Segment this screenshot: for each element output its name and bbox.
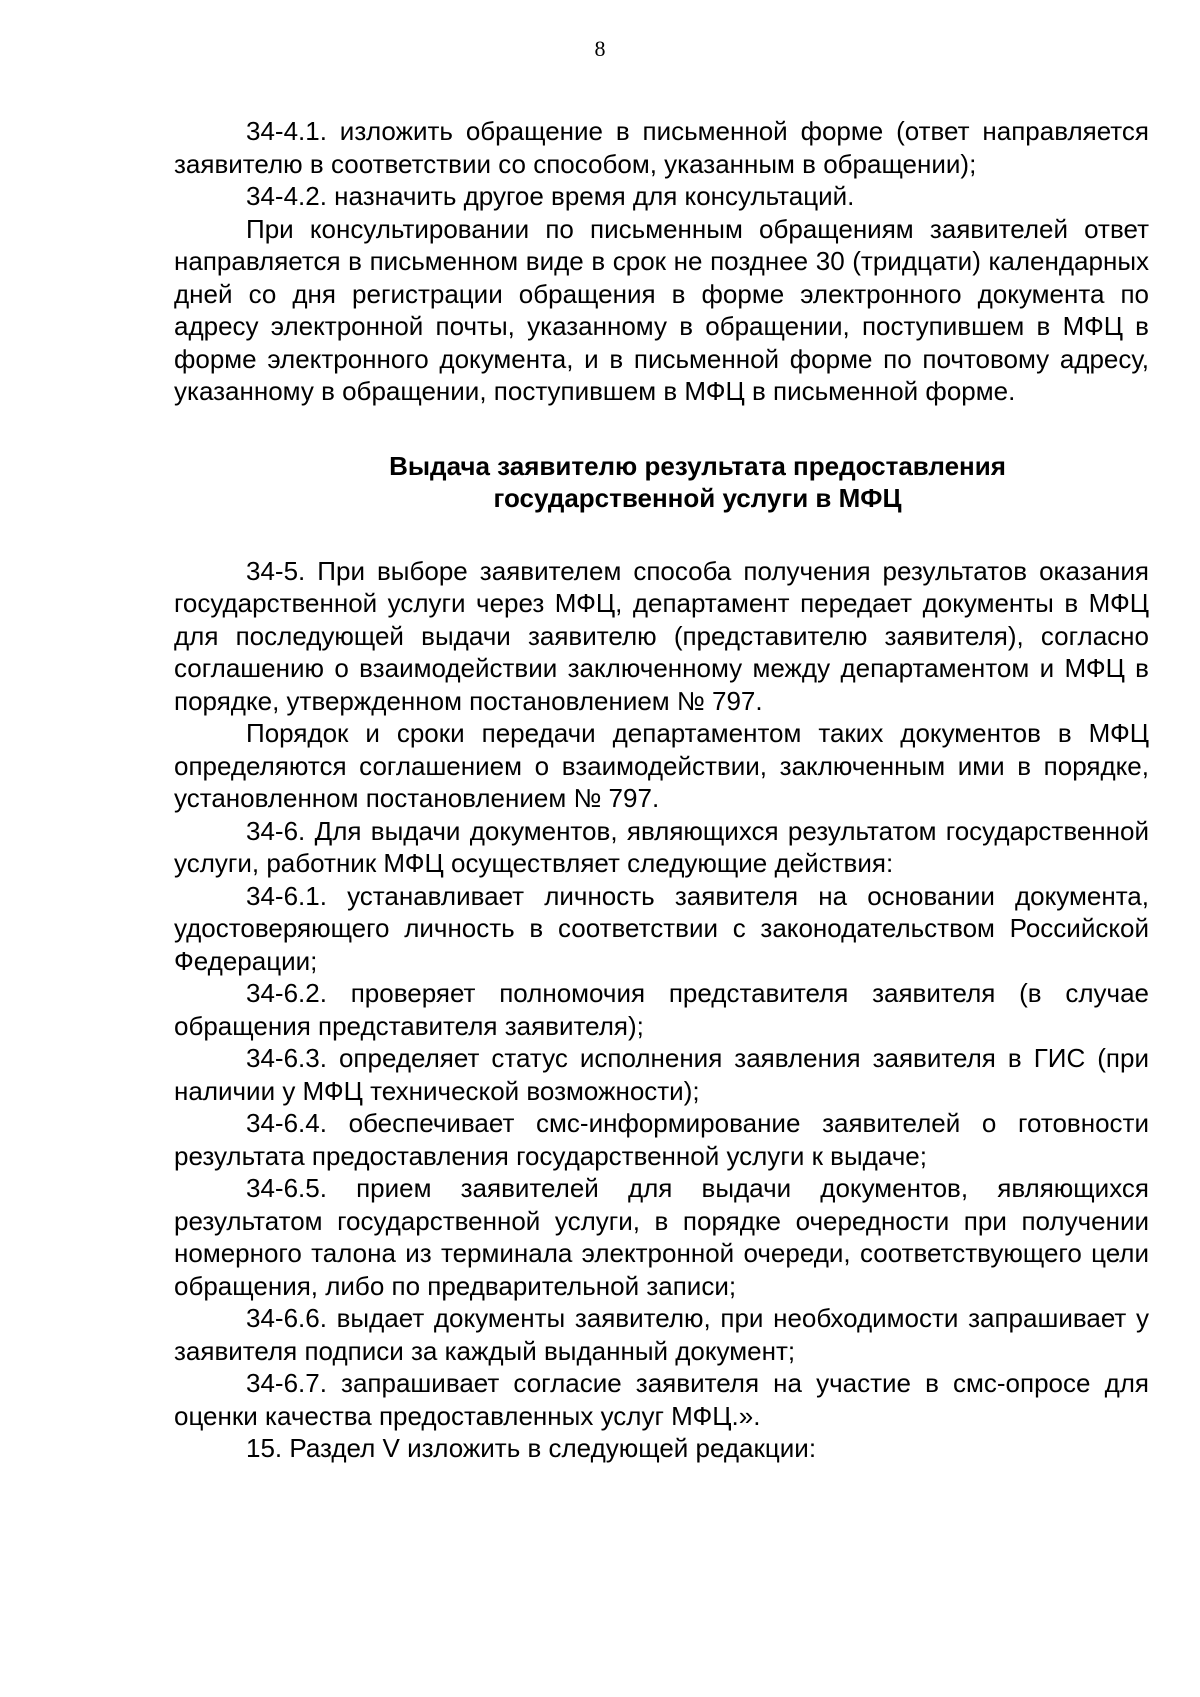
paragraph-34-6-1: 34-6.1. устанавливает личность заявителя на основании документа, удостоверяющего личность в соответствии с законодательством Российской Федерации; <box>174 880 1149 976</box>
paragraph-34-6-6: 34-6.6. выдает документы заявителю, при необходимости запрашивает у заявителя подписи за каждый выданный документ; <box>174 1303 1149 1366</box>
section-heading-line-2: государственной услуги в МФЦ <box>493 483 902 513</box>
paragraph-15: 15. Раздел V изложить в следующей редакции: <box>246 1433 817 1463</box>
paragraph-34-6: 34-6. Для выдачи документов, являющихся результатом государственной услуги, работник МФЦ осуществляет следующие действия: <box>174 815 1149 878</box>
paragraph-34-6-3: 34-6.3. определяет статус исполнения заявления заявителя в ГИС (при наличии у МФЦ технической возможности); <box>174 1043 1149 1106</box>
paragraph-34-6-5: 34-6.5. прием заявителей для выдачи документов, являющихся результатом государственной услуги, в порядке очередности при получении номерного талона из терминала электронной очереди, соответствующего цели обращения, либо по предварительной записи; <box>174 1173 1149 1301</box>
paragraph-transfer-procedure: Порядок и сроки передачи департаментом таких документов в МФЦ определяются соглашением о взаимодействии, заключенным ими в порядке, установленном постановлением № 797. <box>174 718 1149 813</box>
paragraph-34-4-1: 34-4.1. изложить обращение в письменной форме (ответ направляется заявителю в соответствии со способом, указанным в обращении); <box>174 116 1149 179</box>
document-body <box>174 115 1149 1465</box>
paragraph-34-5: 34-5. При выборе заявителем способа получения результатов оказания государственной услуги через МФЦ, департамент передает документы в МФЦ для последующей выдачи заявителю (представителю заявителя), согласно соглашению о взаимодействии заключенному между департаментом и МФЦ в порядке, утвержденном постановлением № 797. <box>174 555 1149 716</box>
paragraph-34-6-4: 34-6.4. обеспечивает смс-информирование заявителей о готовности результата предоставления государственной услуги к выдаче; <box>174 1108 1149 1171</box>
paragraph-34-6-7: 34-6.7. запрашивает согласие заявителя на участие в смс-опросе для оценки качества предоставленных услуг МФЦ.». <box>174 1368 1149 1431</box>
section-heading-line-1: Выдача заявителю результата предоставления <box>389 450 1006 481</box>
section-heading <box>174 450 1149 515</box>
paragraph-34-4-2: 34-4.2. назначить другое время для консультаций. <box>246 181 855 211</box>
paragraph-34-6-2: 34-6.2. проверяет полномочия представителя заявителя (в случае обращения представителя заявителя); <box>174 978 1149 1041</box>
page-number: 8 <box>594 36 606 61</box>
paragraph-written-consultation: При консультировании по письменным обращениям заявителей ответ направляется в письменном виде в срок не позднее 30 (тридцати) календарных дней со дня регистрации обращения в форме электронного документа по адресу электронной почты, указанному в обращении, поступившем в МФЦ в форме электронного документа, и в письменной форме по почтовому адресу, указанному в обращении, поступившем в МФЦ в письменной форме. <box>174 213 1149 406</box>
